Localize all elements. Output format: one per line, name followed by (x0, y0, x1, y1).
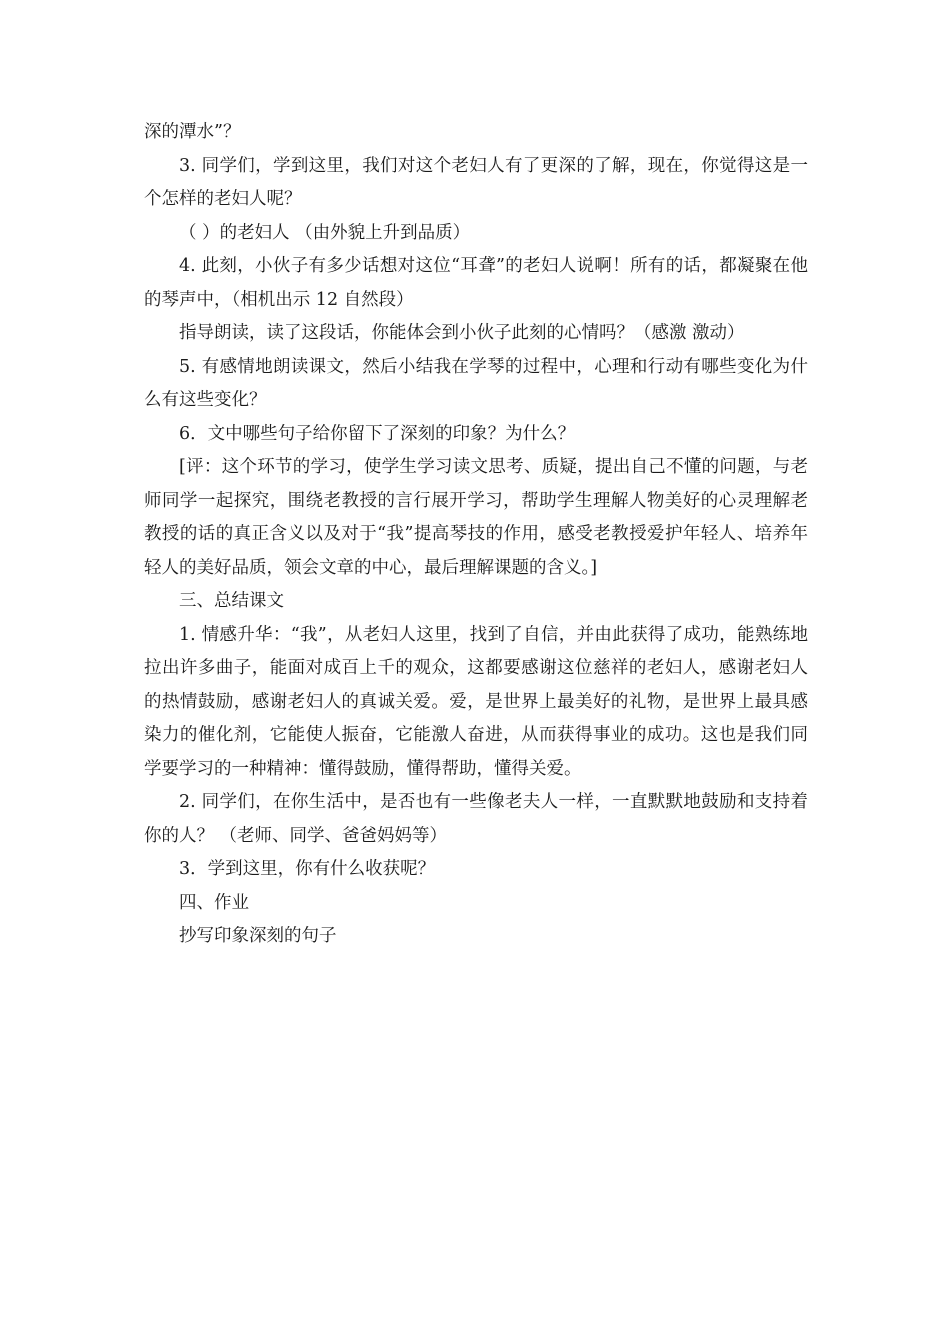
question-3: 3. 同学们，学到这里，我们对这个老妇人有了更深的了解，现在，你觉得这是一个怎样的老妇人呢？ (144, 155, 808, 209)
paragraph-continuation: 深的潭水”？ (144, 122, 241, 142)
section-heading-summary: 三、总结课文 (179, 591, 284, 611)
summary-point-2: 2. 同学们，在你生活中，是否也有一些像老夫人一样，一直默默地鼓励和支持着你的人？ （老师、同学、爸爸妈妈等） (144, 792, 808, 846)
document-body (144, 116, 808, 954)
question-5: 5. 有感情地朗读课文，然后小结我在学琴的过程中，心理和行动有哪些变化为什么有这些变化？ (144, 356, 808, 410)
summary-point-1: 1. 情感升华：“我”，从老妇人这里，找到了自信，并由此获得了成功，能熟练地拉出许多曲子，能面对成百上千的观众，这都要感谢这位慈祥的老妇人，感谢老妇人的热情鼓励，感谢老妇人的真诚关爱。爱，是世界上最美好的礼物，是世界上最具感染力的催化剂，它能使人振奋，它能激人奋进，从而获得事业的成功。这也是我们同学要学习的一种精神：懂得鼓励，懂得帮助，懂得关爱。 (144, 624, 808, 779)
question-6: 6．文中哪些句子给你留下了深刻的印象？为什么？ (179, 423, 576, 444)
commentary-note: [评：这个环节的学习，使学生学习读文思考、质疑，提出自己不懂的问题，与老师同学一起探究，围绕老教授的言行展开学习，帮助学生理解人物美好的心灵理解老教授的话的真正含义以及对于“我”提高琴技的作用，感受老教授爱护年轻人、培养年轻人的美好品质，领会文章的中心，最后理解课题的含义。] (144, 457, 808, 578)
question-4: 4. 此刻，小伙子有多少话想对这位“耳聋”的老妇人说啊！所有的话，都凝聚在他的琴声中，（相机出示 12 自然段） (144, 256, 808, 310)
homework-item: 抄写印象深刻的句子 (179, 926, 337, 946)
section-heading-homework: 四、作业 (179, 892, 249, 913)
reading-guidance: 指导朗读，读了这段话，你能体会到小伙子此刻的心情吗？（感激 激动） (179, 323, 745, 343)
fill-in-blank-line: （ ）的老妇人 （由外貌上升到品质） (179, 222, 471, 243)
summary-point-3: 3．学到这里，你有什么收获呢？ (179, 859, 436, 879)
